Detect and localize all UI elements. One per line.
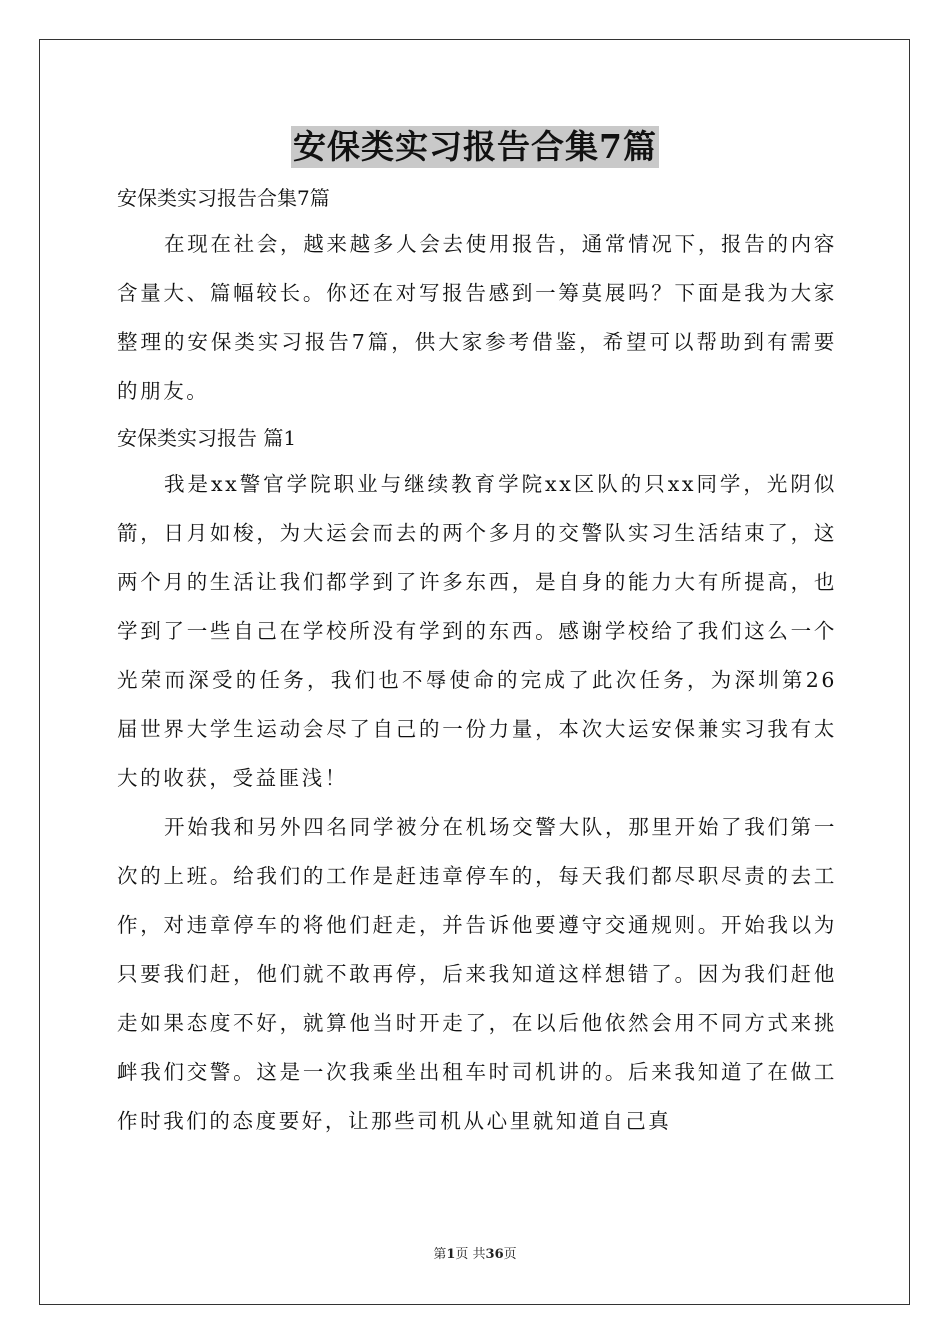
footer-suffix: 页 bbox=[503, 1247, 517, 1262]
document-body bbox=[117, 176, 837, 1146]
title-container bbox=[0, 126, 950, 168]
footer-prefix: 第 bbox=[433, 1247, 447, 1262]
document-subtitle: 安保类实习报告合集7篇 bbox=[117, 186, 330, 210]
page-footer bbox=[0, 1246, 950, 1264]
section-heading: 安保类实习报告 篇1 bbox=[117, 426, 297, 450]
intro-paragraph: 在现在社会，越来越多人会去使用报告，通常情况下，报告的内容含量大、篇幅较长。你还在对写报告感到一筹莫展吗？下面是我为大家整理的安保类实习报告7篇，供大家参考借鉴，希望可以帮助到有需要的朋友。 bbox=[117, 232, 837, 403]
body-paragraph-1: 我是xx警官学院职业与继续教育学院xx区队的只xx同学，光阴似箭，日月如梭，为大运会而去的两个多月的交警队实习生活结束了，这两个月的生活让我们都学到了许多东西，是自身的能力大有所提高，也学到了一些自己在学校所没有学到的东西。感谢学校给了我们这么一个光荣而深受的任务，我们也不辱使命的完成了此次任务，为深圳第26届世界大学生运动会尽了自己的一份力量，本次大运安保兼实习我有太大的收获，受益匪浅！ bbox=[117, 472, 837, 790]
document-title: 安保类实习报告合集7篇 bbox=[293, 127, 657, 166]
body-paragraph-2: 开始我和另外四名同学被分在机场交警大队，那里开始了我们第一次的上班。给我们的工作是赶违章停车的，每天我们都尽职尽责的去工作，对违章停车的将他们赶走，并告诉他要遵守交通规则。开始我以为只要我们赶，他们就不敢再停，后来我知道这样想错了。因为我们赶他走如果态度不好，就算他当时开走了，在以后他依然会用不同方式来挑衅我们交警。这是一次我乘坐出租车时司机讲的。后来我知道了在做工作时我们的态度要好，让那些司机从心里就知道自己真 bbox=[117, 815, 837, 1133]
footer-current-page: 1 bbox=[446, 1247, 456, 1262]
footer-mid: 页 共 bbox=[455, 1247, 486, 1262]
footer-total-pages: 36 bbox=[485, 1247, 504, 1262]
